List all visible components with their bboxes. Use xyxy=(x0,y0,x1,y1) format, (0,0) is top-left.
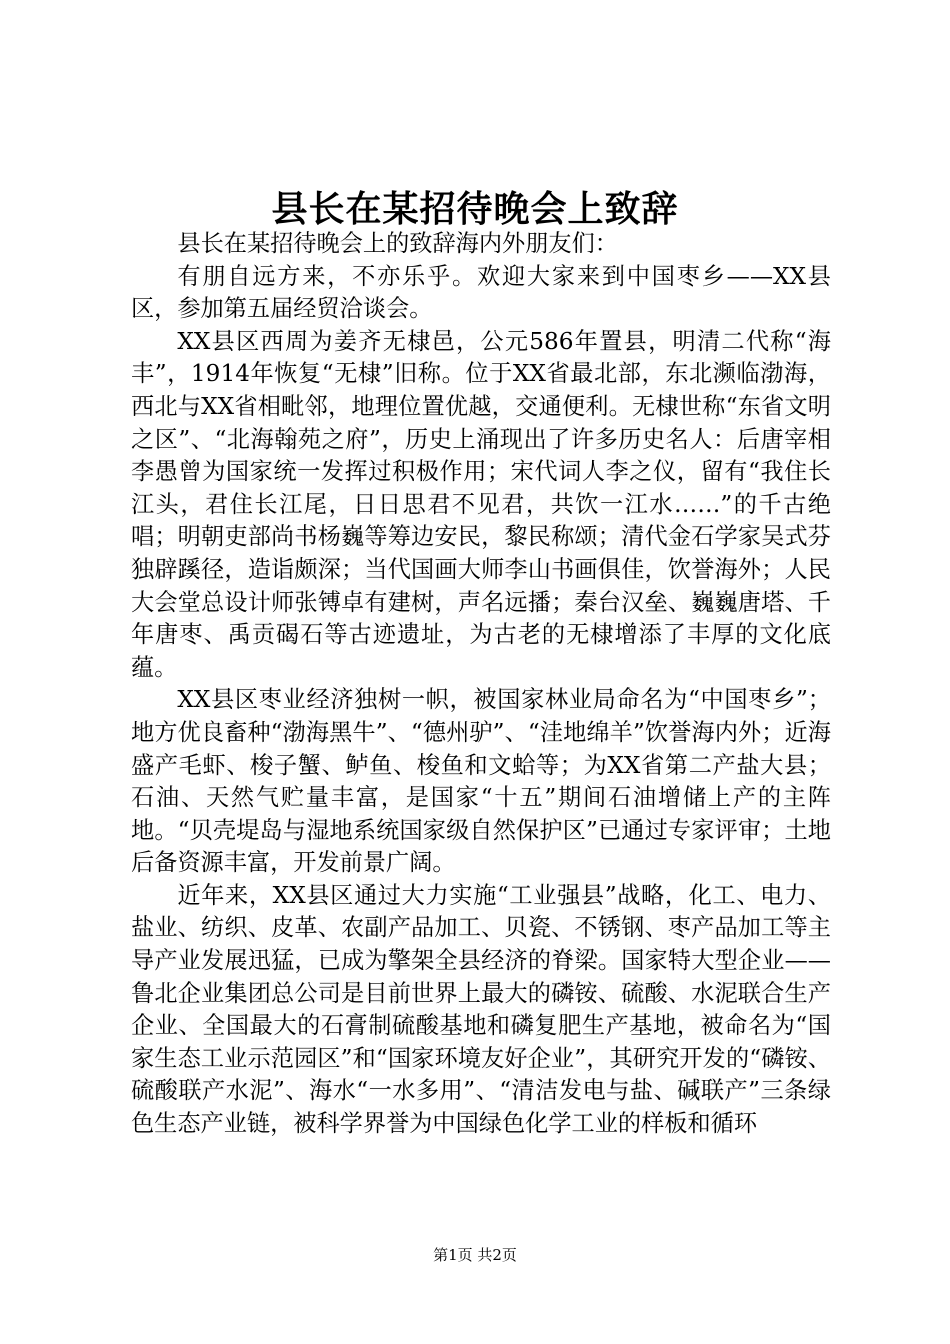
page-number-footer: 第1页 共2页 xyxy=(433,1246,517,1264)
paragraph-resources: XX县区枣业经济独树一帜，被国家林业局命名为“中国枣乡”；地方优良畜种“渤海黑牛”、“德州驴”、“洼地绵羊”饮誉海内外；近海盛产毛虾、梭子蟹、鲈鱼、梭鱼和文蛤等；为XX省第二产盐大县；石油、天然气贮量丰富，是国家“十五”期间石油增储上产的主阵地。“贝壳堤岛与湿地系统国家级自然保护区”已通过专家评审；土地后备资源丰富，开发前景广阔。 xyxy=(131,686,831,877)
paragraph-welcome: 有朋自远方来，不亦乐乎。欢迎大家来到中国枣乡——XX县区，参加第五届经贸洽谈会。 xyxy=(131,262,831,323)
paragraph-industry: 近年来，XX县区通过大力实施“工业强县”战略，化工、电力、盐业、纺织、皮革、农副产品加工、贝瓷、不锈钢、枣产品加工等主导产业发展迅猛，已成为擎架全县经济的脊梁。国家特大型企业——鲁北企业集团总公司是目前世界上最大的磷铵、硫酸、水泥联合生产企业、全国最大的石膏制硫酸基地和磷复肥生产基地，被命名为“国家生态工业示范园区”和“国家环境友好企业”，其研究开发的“磷铵、硫酸联产水泥”、海水“一水多用”、“清洁发电与盐、碱联产”三条绿色生态产业链，被科学界誉为中国绿色化学工业的样板和循环 xyxy=(131,881,831,1138)
paragraph-history: XX县区西周为姜齐无棣邑，公元586年置县，明清二代称“海丰”，1914年恢复“无棣”旧称。位于XX省最北部，东北濒临渤海，西北与XX省相毗邻，地理位置优越，交通便利。无棣世称“东省文明之区”、“北海翰苑之府”，历史上涌现出了许多历史名人：后唐宰相李愚曾为国家统一发挥过积极作用；宋代词人李之仪，留有“我住长江头，君住长江尾，日日思君不见君，共饮一江水……”的千古绝唱；明朝吏部尚书杨巍等筹边安民，黎民称颂；清代金石学家吴式芬独辟蹊径，造诣颇深；当代国画大师李山书画俱佳，饮誉海外；人民大会堂总设计师张镈卓有建树，声名远播；秦台汉垒、巍巍唐塔、千年唐枣、禹贡碣石等古迹遗址，为古老的无棣增添了丰厚的文化底蕴。 xyxy=(131,327,831,681)
document-body xyxy=(131,228,831,1141)
document-title: 县长在某招待晚会上致辞 xyxy=(271,188,679,230)
paragraph-greeting: 县长在某招待晚会上的致辞海内外朋友们： xyxy=(177,230,618,257)
